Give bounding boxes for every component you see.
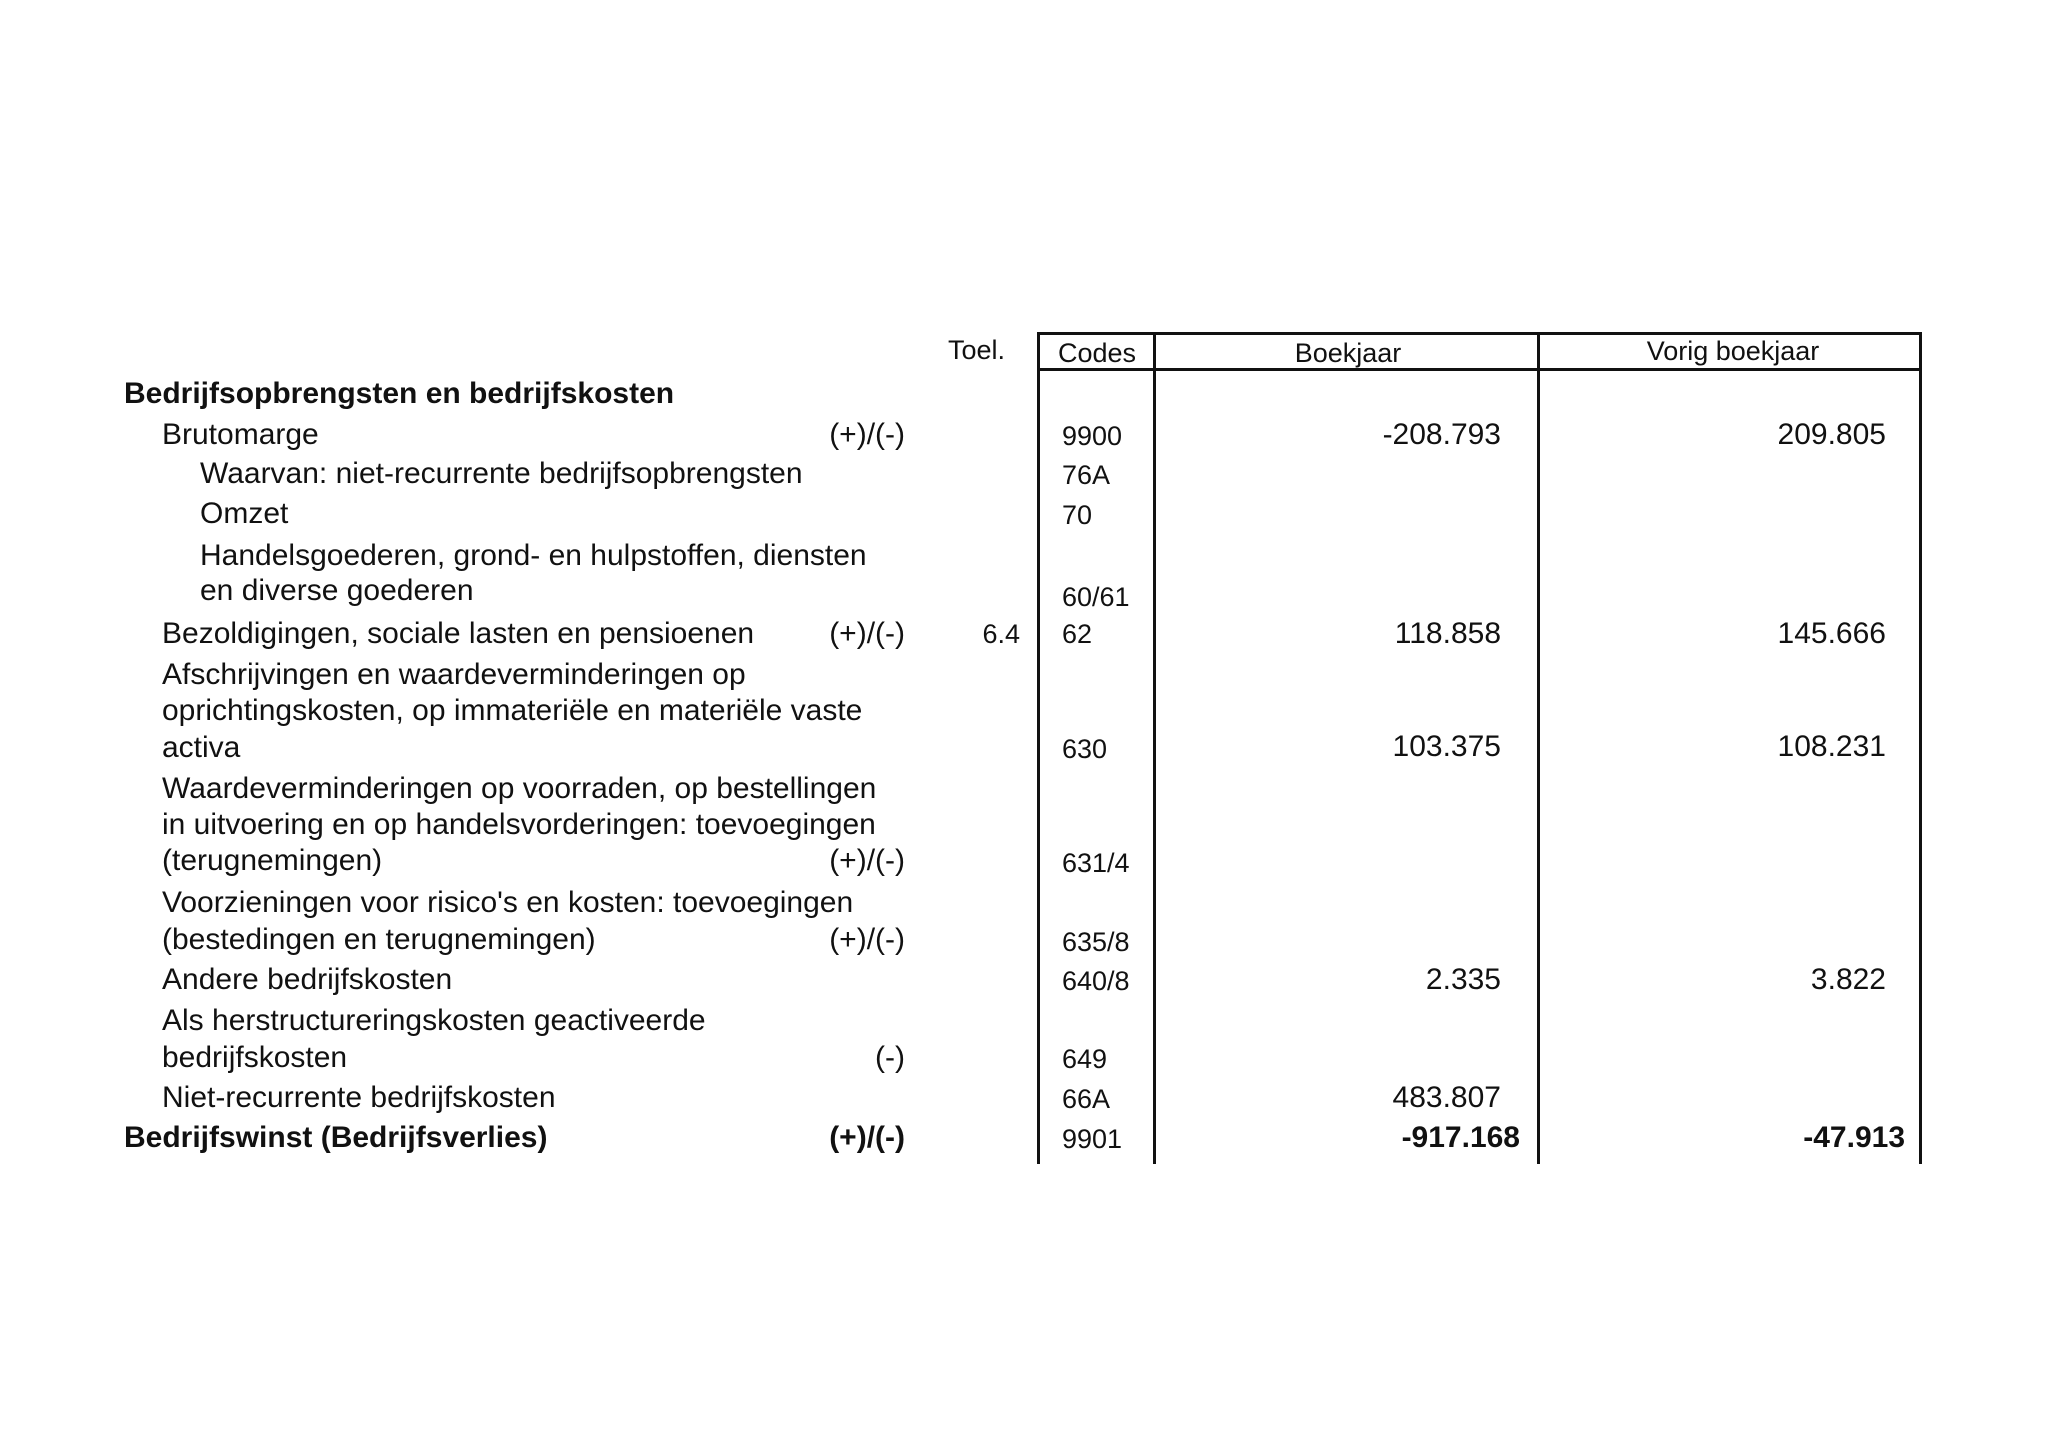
row-code: 60/61 [1062, 582, 1130, 612]
row-boekjaar-value: -208.793 [1382, 418, 1501, 451]
row-label: Als herstructureringskosten geactiveerde [162, 1004, 706, 1037]
row-code: 635/8 [1062, 927, 1130, 957]
table-left-border [1037, 332, 1040, 1164]
row-sign: (+)/(-) [829, 844, 905, 877]
header-toel: Toel. [948, 335, 1006, 365]
row-label-continued: oprichtingskosten, op immateriële en materiële vaste [162, 694, 863, 727]
row-boekjaar-value: 2.335 [1425, 963, 1501, 996]
row-toel: 6.4 [982, 619, 1020, 649]
row-label: Waardeverminderingen op voorraden, op bestellingen [162, 772, 877, 805]
row-label: Bedrijfswinst (Bedrijfsverlies) [124, 1121, 548, 1154]
table-right-border [1919, 332, 1922, 1164]
row-vorig-value: -47.913 [1803, 1121, 1905, 1154]
row-label: Bezoldigingen, sociale lasten en pensioenen [162, 617, 755, 650]
row-label: Andere bedrijfskosten [162, 963, 453, 996]
row-label-continued: en diverse goederen [200, 574, 474, 607]
row-label: Omzet [200, 497, 289, 530]
row-sign: (+)/(-) [829, 617, 905, 650]
row-boekjaar-value: -917.168 [1401, 1121, 1520, 1154]
row-label: Niet-recurrente bedrijfskosten [162, 1081, 556, 1114]
row-code: 70 [1062, 500, 1093, 530]
row-code: 66A [1062, 1084, 1111, 1114]
section-title: Bedrijfsopbrengsten en bedrijfskosten [124, 377, 675, 410]
row-label-continued: activa [162, 731, 241, 764]
row-code: 76A [1062, 460, 1111, 490]
header-boekjaar: Boekjaar [1294, 338, 1402, 368]
row-label: Brutomarge [162, 418, 319, 451]
header-codes: Codes [1057, 338, 1137, 368]
row-label-continued: (bestedingen en terugnemingen) [162, 923, 596, 956]
row-label-continued: bedrijfskosten [162, 1041, 348, 1074]
row-sign: (+)/(-) [829, 1121, 905, 1154]
row-boekjaar-value: 483.807 [1392, 1081, 1501, 1114]
row-code: 640/8 [1062, 966, 1130, 996]
row-label-continued: in uitvoering en op handelsvorderingen: toevoegingen [162, 808, 876, 841]
row-vorig-value: 209.805 [1777, 418, 1886, 451]
row-label: Afschrijvingen en waardeverminderingen op [162, 658, 746, 691]
row-sign: (+)/(-) [829, 923, 905, 956]
row-label: Handelsgoederen, grond- en hulpstoffen, diensten [200, 539, 867, 572]
header-vorig-boekjaar: Vorig boekjaar [1646, 336, 1820, 366]
row-label-continued: (terugnemingen) [162, 844, 383, 877]
row-sign: (-) [875, 1041, 905, 1074]
row-boekjaar-value: 118.858 [1394, 617, 1501, 650]
row-vorig-value: 108.231 [1777, 730, 1886, 763]
row-sign: (+)/(-) [829, 418, 905, 451]
row-code: 630 [1062, 734, 1108, 764]
row-code: 649 [1062, 1044, 1108, 1074]
table-top-border [1037, 332, 1922, 335]
row-label: Waarvan: niet-recurrente bedrijfsopbrengsten [200, 457, 803, 490]
row-label: Voorzieningen voor risico's en kosten: toevoegingen [162, 886, 854, 919]
row-code: 631/4 [1062, 848, 1130, 878]
row-vorig-value: 3.822 [1810, 963, 1886, 996]
boekjaar-right-border [1537, 332, 1540, 1164]
row-code: 9901 [1062, 1124, 1123, 1154]
header-bottom-border [1037, 368, 1922, 371]
row-vorig-value: 145.666 [1777, 617, 1886, 650]
row-code: 62 [1062, 619, 1093, 649]
row-boekjaar-value: 103.375 [1392, 730, 1501, 763]
row-code: 9900 [1062, 421, 1123, 451]
codes-right-border [1153, 332, 1156, 1164]
